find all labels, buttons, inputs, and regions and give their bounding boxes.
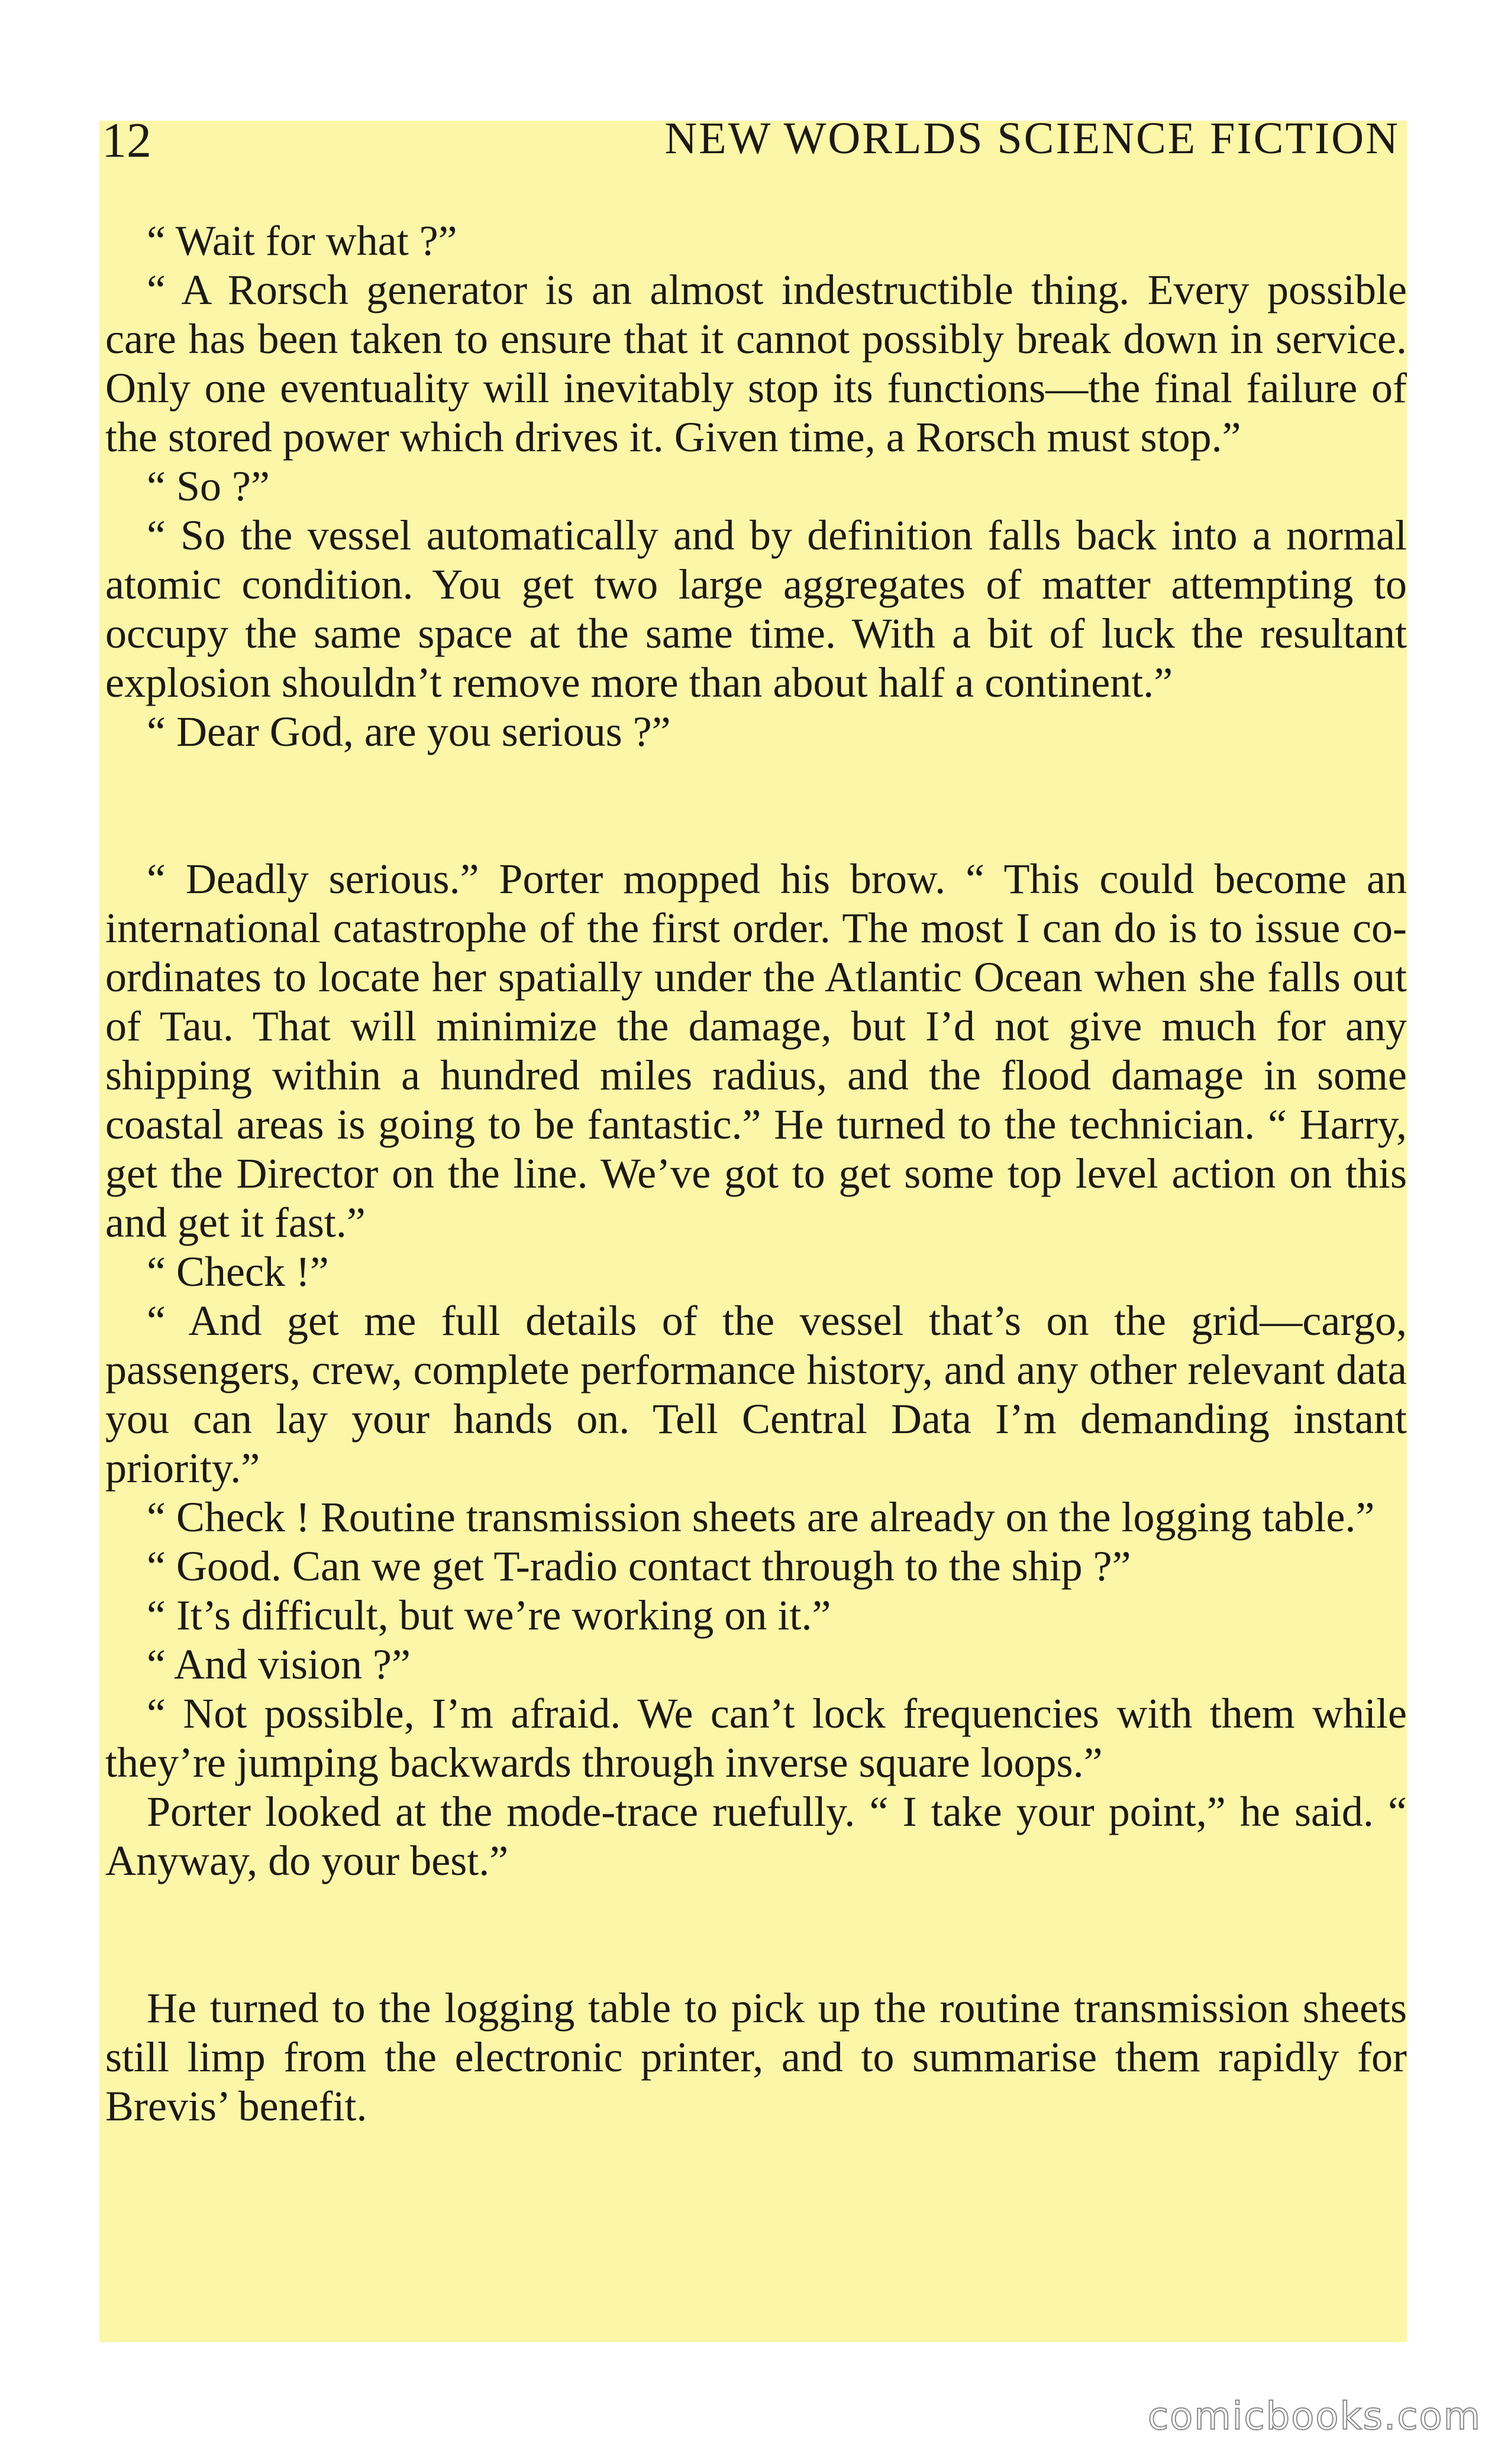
paragraph: “ Check ! Routine transmission sheets are already on the logging table.” bbox=[147, 1493, 1375, 1541]
paragraph: “ It’s difficult, but we’re working on it.” bbox=[147, 1592, 831, 1639]
paragraph: “ Deadly serious.” Porter mopped his brow. “ This could become an international catastrophe of the first order. The most I can do is to issue co-ordinates to locate her spatially under the Atlantic Ocean when she falls out of Tau. That will minimize the damage, but I’d not give much for any shipping within a hundred miles radius, and the flood damage in some coastal areas is going to be fantastic.” He turned to the technician. “ Harry, get the Director on the line. We’ve got to get some top level action on this and get it fast.” bbox=[105, 855, 1407, 1246]
paragraph: “ Not possible, I’m afraid. We can’t lock frequencies with them while they’re jumping backwards through inverse square loops.” bbox=[105, 1690, 1407, 1786]
paragraph: “ And get me full details of the vessel that’s on the grid—cargo, passengers, crew, complete performance history, and any other relevant data you can lay your hands on. Tell Central Data I’m demanding instant priority.” bbox=[105, 1297, 1407, 1492]
paragraph: “ So the vessel automatically and by definition falls back into a normal atomic condition. You get two large aggregates of matter attempting to occupy the same space at the same time. With a bit of luck the resultant explosion shouldn’t remove more than about half a continent.” bbox=[105, 512, 1407, 706]
paragraph: “ Good. Can we get T-radio contact through to the ship ?” bbox=[147, 1543, 1131, 1590]
paragraph: He turned to the logging table to pick up the routine transmission sheets still limp from the electronic printer, and to summarise them rapidly for Brevis’ benefit. bbox=[105, 1984, 1407, 2130]
paragraph: “ Dear God, are you serious ?” bbox=[147, 708, 671, 755]
paragraph: “ A Rorsch generator is an almost indestructible thing. Every possible care has been taken to ensure that it cannot possibly break down in service. Only one eventuality will inevitably stop its functions—the final failure of the stored power which drives it. Given time, a Rorsch must stop.” bbox=[105, 266, 1407, 461]
paragraph: “ Check !” bbox=[147, 1248, 329, 1295]
paragraph: “ So ?” bbox=[147, 463, 270, 510]
paragraph: Porter looked at the mode-trace ruefully. “ I take your point,” he said. “ Anyway, do your best.” bbox=[105, 1788, 1407, 1884]
running-title: NEW WORLDS SCIENCE FICTION bbox=[664, 114, 1400, 163]
watermark: comicbooks.com bbox=[1147, 2395, 1481, 2439]
page-number: 12 bbox=[102, 113, 151, 168]
body-text bbox=[105, 216, 1407, 2131]
paragraph: “ Wait for what ?” bbox=[147, 217, 457, 264]
paragraph: “ And vision ?” bbox=[147, 1641, 411, 1688]
